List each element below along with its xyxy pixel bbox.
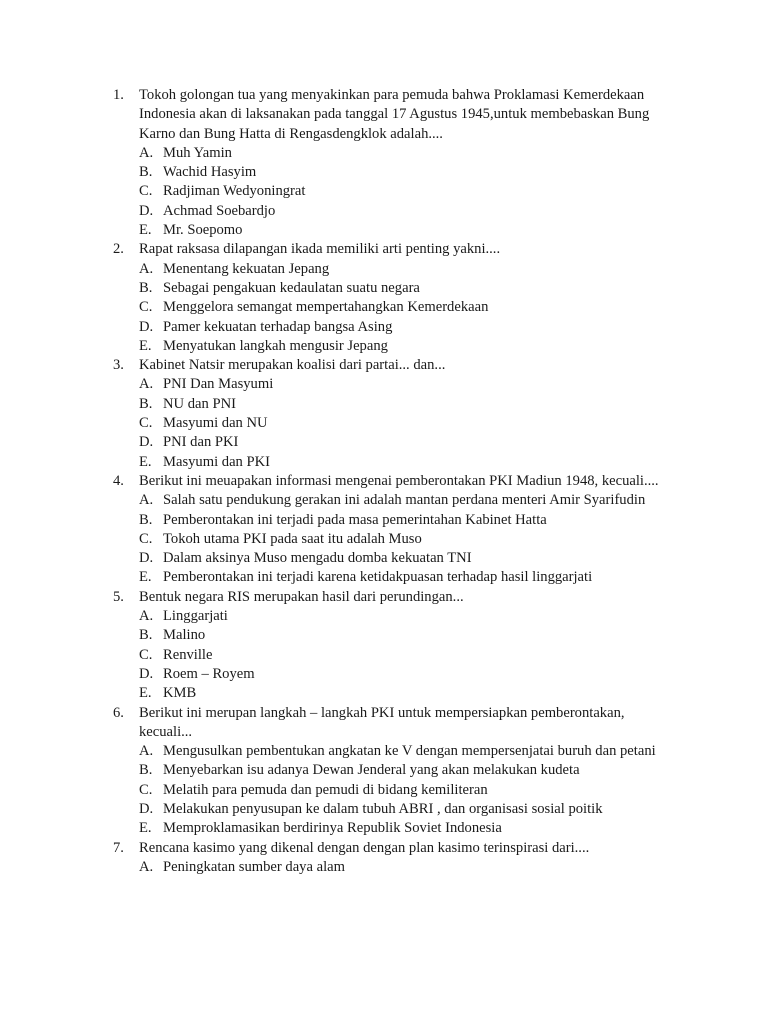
option-letter: C.: [139, 781, 153, 798]
question-number: 1.: [113, 87, 124, 103]
option-letter: C.: [139, 183, 153, 200]
answer-option: [0, 819, 768, 838]
question-number: 6.: [113, 704, 124, 721]
question: [0, 86, 768, 144]
option-text: Melakukan penyusupan ke dalam tubuh ABRI , dan organisasi sosial poitik: [163, 800, 603, 817]
question: [0, 356, 768, 375]
question: [0, 472, 768, 491]
option-text: Dalam aksinya Muso mengadu domba kekuatan TNI: [163, 550, 472, 567]
option-text: KMB: [163, 685, 197, 702]
option-letter: E.: [139, 337, 152, 354]
option-letter: B.: [139, 511, 153, 528]
option-text: NU dan PNI: [163, 395, 236, 412]
option-text: Salah satu pendukung gerakan ini adalah mantan perdana menteri Amir Syarifudin: [163, 492, 646, 509]
answer-option: [0, 626, 768, 645]
option-letter: B.: [139, 395, 153, 412]
answer-option: [0, 858, 768, 877]
option-letter: A.: [139, 608, 154, 625]
question-text: Kabinet Natsir merupakan koalisi dari partai... dan...: [139, 357, 446, 374]
answer-option: [0, 607, 768, 626]
option-letter: C.: [139, 530, 153, 547]
answer-option: [0, 182, 768, 201]
option-letter: D.: [139, 665, 154, 682]
option-text: Peningkatan sumber daya alam: [163, 858, 345, 875]
question-text: Rapat raksasa dilapangan ikada memiliki arti penting yakni....: [139, 241, 501, 258]
option-letter: D.: [139, 202, 154, 219]
answer-option: [0, 742, 768, 761]
answer-option: [0, 684, 768, 703]
question-number: 2.: [113, 241, 124, 258]
option-letter: B.: [139, 762, 153, 779]
option-text: Pemberontakan ini terjadi pada masa pemerintahan Kabinet Hatta: [163, 511, 547, 528]
answer-option: [0, 395, 768, 414]
option-text: Sebagai pengakuan kedaulatan suatu negara: [163, 279, 420, 296]
option-text: Muh Yamin: [163, 144, 232, 161]
answer-option: [0, 453, 768, 472]
option-letter: E.: [139, 222, 152, 239]
option-letter: D.: [139, 550, 154, 567]
option-text: Radjiman Wedyoningrat: [163, 183, 306, 200]
option-letter: E.: [139, 453, 152, 470]
question: [0, 704, 768, 743]
option-letter: C.: [139, 415, 153, 432]
answer-option: [0, 511, 768, 530]
answer-option: [0, 221, 768, 240]
question-number: 3.: [113, 357, 124, 374]
answer-option: [0, 646, 768, 665]
option-letter: A.: [139, 858, 154, 875]
question-text: Berikut ini meuapakan informasi mengenai pemberontakan PKI Madiun 1948, kecuali....: [139, 472, 659, 489]
option-text: Roem – Royem: [163, 665, 255, 682]
answer-option: [0, 202, 768, 221]
answer-option: [0, 491, 768, 510]
option-text: Wachid Hasyim: [163, 164, 257, 181]
question-list: [0, 86, 768, 877]
question: [0, 588, 768, 607]
option-letter: D.: [139, 800, 154, 817]
option-letter: C.: [139, 646, 153, 663]
option-letter: B.: [139, 164, 153, 181]
option-letter: D.: [139, 434, 154, 451]
option-text: Menyebarkan isu adanya Dewan Jenderal yang akan melakukan kudeta: [163, 762, 580, 779]
option-letter: A.: [139, 260, 154, 277]
answer-option: [0, 781, 768, 800]
option-text: Masyumi dan PKI: [163, 453, 271, 470]
option-text: Menyatukan langkah mengusir Jepang: [163, 337, 388, 354]
option-letter: C.: [139, 299, 153, 316]
answer-option: [0, 761, 768, 780]
answer-option: [0, 665, 768, 684]
option-text: Malino: [163, 627, 206, 644]
question: [0, 839, 768, 858]
option-text: Achmad Soebardjo: [163, 202, 276, 219]
option-text: Melatih para pemuda dan pemudi di bidang kemiliteran: [163, 781, 488, 798]
answer-option: [0, 318, 768, 337]
option-text: Pemberontakan ini terjadi karena ketidakpuasan terhadap hasil linggarjati: [163, 569, 593, 586]
option-letter: D.: [139, 318, 154, 335]
option-text: Linggarjati: [163, 608, 228, 625]
answer-option: [0, 549, 768, 568]
question-number: 4.: [113, 472, 124, 489]
option-letter: B.: [139, 279, 153, 296]
question-text: Rencana kasimo yang dikenal dengan dengan plan kasimo terinspirasi dari....: [139, 839, 590, 856]
answer-option: [0, 260, 768, 279]
option-letter: A.: [139, 376, 154, 393]
answer-option: [0, 800, 768, 819]
option-text: Menggelora semangat mempertahangkan Kemerdekaan: [163, 299, 489, 316]
option-text: Menentang kekuatan Jepang: [163, 260, 330, 277]
option-letter: A.: [139, 492, 154, 509]
answer-option: [0, 279, 768, 298]
answer-option: [0, 530, 768, 549]
answer-option: [0, 298, 768, 317]
answer-option: [0, 568, 768, 587]
question-text: Tokoh golongan tua yang menyakinkan para pemuda bahwa Proklamasi Kemerdekaan Indonesia akan di laksanakan pada tanggal 17 Agustus 1945,untuk membebaskan Bung Karno dan Bung Hatta di Rengasdengklok adalah....: [139, 87, 650, 142]
option-text: PNI dan PKI: [163, 434, 239, 451]
option-text: Masyumi dan NU: [163, 415, 268, 432]
question-text: Berikut ini merupan langkah – langkah PKI untuk mempersiapkan pemberontakan, kecuali...: [139, 704, 625, 740]
option-letter: A.: [139, 144, 154, 161]
answer-option: [0, 433, 768, 452]
answer-option: [0, 414, 768, 433]
question: [0, 240, 768, 259]
option-letter: E.: [139, 685, 152, 702]
option-text: Tokoh utama PKI pada saat itu adalah Muso: [163, 530, 422, 547]
answer-option: [0, 375, 768, 394]
option-text: Renville: [163, 646, 213, 663]
answer-option: [0, 144, 768, 163]
option-text: Pamer kekuatan terhadap bangsa Asing: [163, 318, 393, 335]
question-number: 5.: [113, 588, 124, 605]
option-text: Memproklamasikan berdirinya Republik Soviet Indonesia: [163, 820, 502, 837]
question-text: Bentuk negara RIS merupakan hasil dari perundingan...: [139, 588, 464, 605]
option-text: Mr. Soepomo: [163, 222, 243, 239]
option-letter: E.: [139, 820, 152, 837]
option-letter: A.: [139, 743, 154, 760]
option-letter: B.: [139, 627, 153, 644]
option-text: PNI Dan Masyumi: [163, 376, 274, 393]
answer-option: [0, 337, 768, 356]
question-number: 7.: [113, 839, 124, 856]
answer-option: [0, 163, 768, 182]
option-text: Mengusulkan pembentukan angkatan ke V dengan mempersenjatai buruh dan petani: [163, 743, 656, 760]
option-letter: E.: [139, 569, 152, 586]
